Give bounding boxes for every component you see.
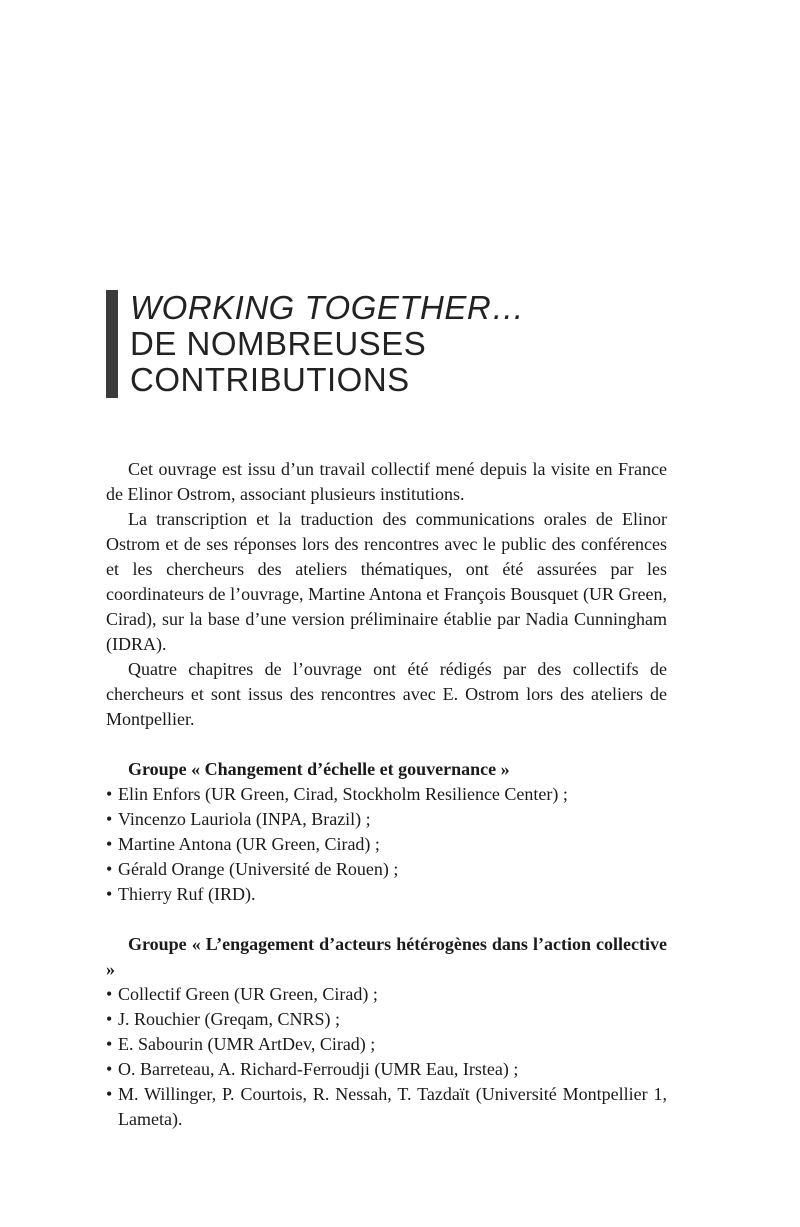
member-item: • Martine Antona (UR Green, Cirad) ; (106, 832, 667, 857)
member-item: • Gérald Orange (Université de Rouen) ; (106, 857, 667, 882)
member-item: • J. Rouchier (Greqam, CNRS) ; (106, 1007, 667, 1032)
member-item: • Thierry Ruf (IRD). (106, 882, 667, 907)
member-item: • Collectif Green (UR Green, Cirad) ; (106, 982, 667, 1007)
member-item: • M. Willinger, P. Courtois, R. Nessah, T. Tazdaït (Université Montpellier 1, Lameta). (106, 1082, 667, 1132)
member-list (106, 782, 667, 907)
chapter-heading-line-1: WORKING TOGETHER… (130, 289, 525, 326)
paragraph: Quatre chapitres de l’ouvrage ont été rédigés par des collectifs de chercheurs et sont issus des rencontres avec E. Ostrom lors des ateliers de Montpellier. (106, 659, 667, 729)
member-item: • Elin Enfors (UR Green, Cirad, Stockholm Resilience Center) ; (106, 782, 667, 807)
member-item: • E. Sabourin (UMR ArtDev, Cirad) ; (106, 1032, 667, 1057)
member-item: • O. Barreteau, A. Richard-Ferroudji (UMR Eau, Irstea) ; (106, 1057, 667, 1082)
paragraph: Cet ouvrage est issu d’un travail collectif mené depuis la visite en France de Elinor Ostrom, associant plusieurs institutions. (106, 459, 667, 504)
contributor-group (106, 757, 667, 907)
chapter-heading-line-2: DE NOMBREUSES (130, 325, 427, 362)
paragraph: La transcription et la traduction des communications orales de Elinor Ostrom et de ses réponses lors des rencontres avec le public des conférences et les chercheurs des ateliers thématiques, ont été assurées par les coordinateurs de l’ouvrage, Martine Antona et François Bousquet (UR Green, Cirad), sur la base d’une version préliminaire établie par Nadia Cunningham (IDRA). (106, 509, 667, 654)
group-title: Groupe « Changement d’échelle et gouvernance » (128, 759, 510, 779)
member-list (106, 982, 667, 1132)
chapter-heading-line-3: CONTRIBUTIONS (130, 361, 410, 398)
chapter-heading (106, 290, 710, 398)
group-title: Groupe « L’engagement d’acteurs hétérogènes dans l’action collective » (106, 934, 667, 979)
body-text (106, 457, 667, 1132)
contributor-group (106, 932, 667, 1132)
member-item: • Vincenzo Lauriola (INPA, Brazil) ; (106, 807, 667, 832)
